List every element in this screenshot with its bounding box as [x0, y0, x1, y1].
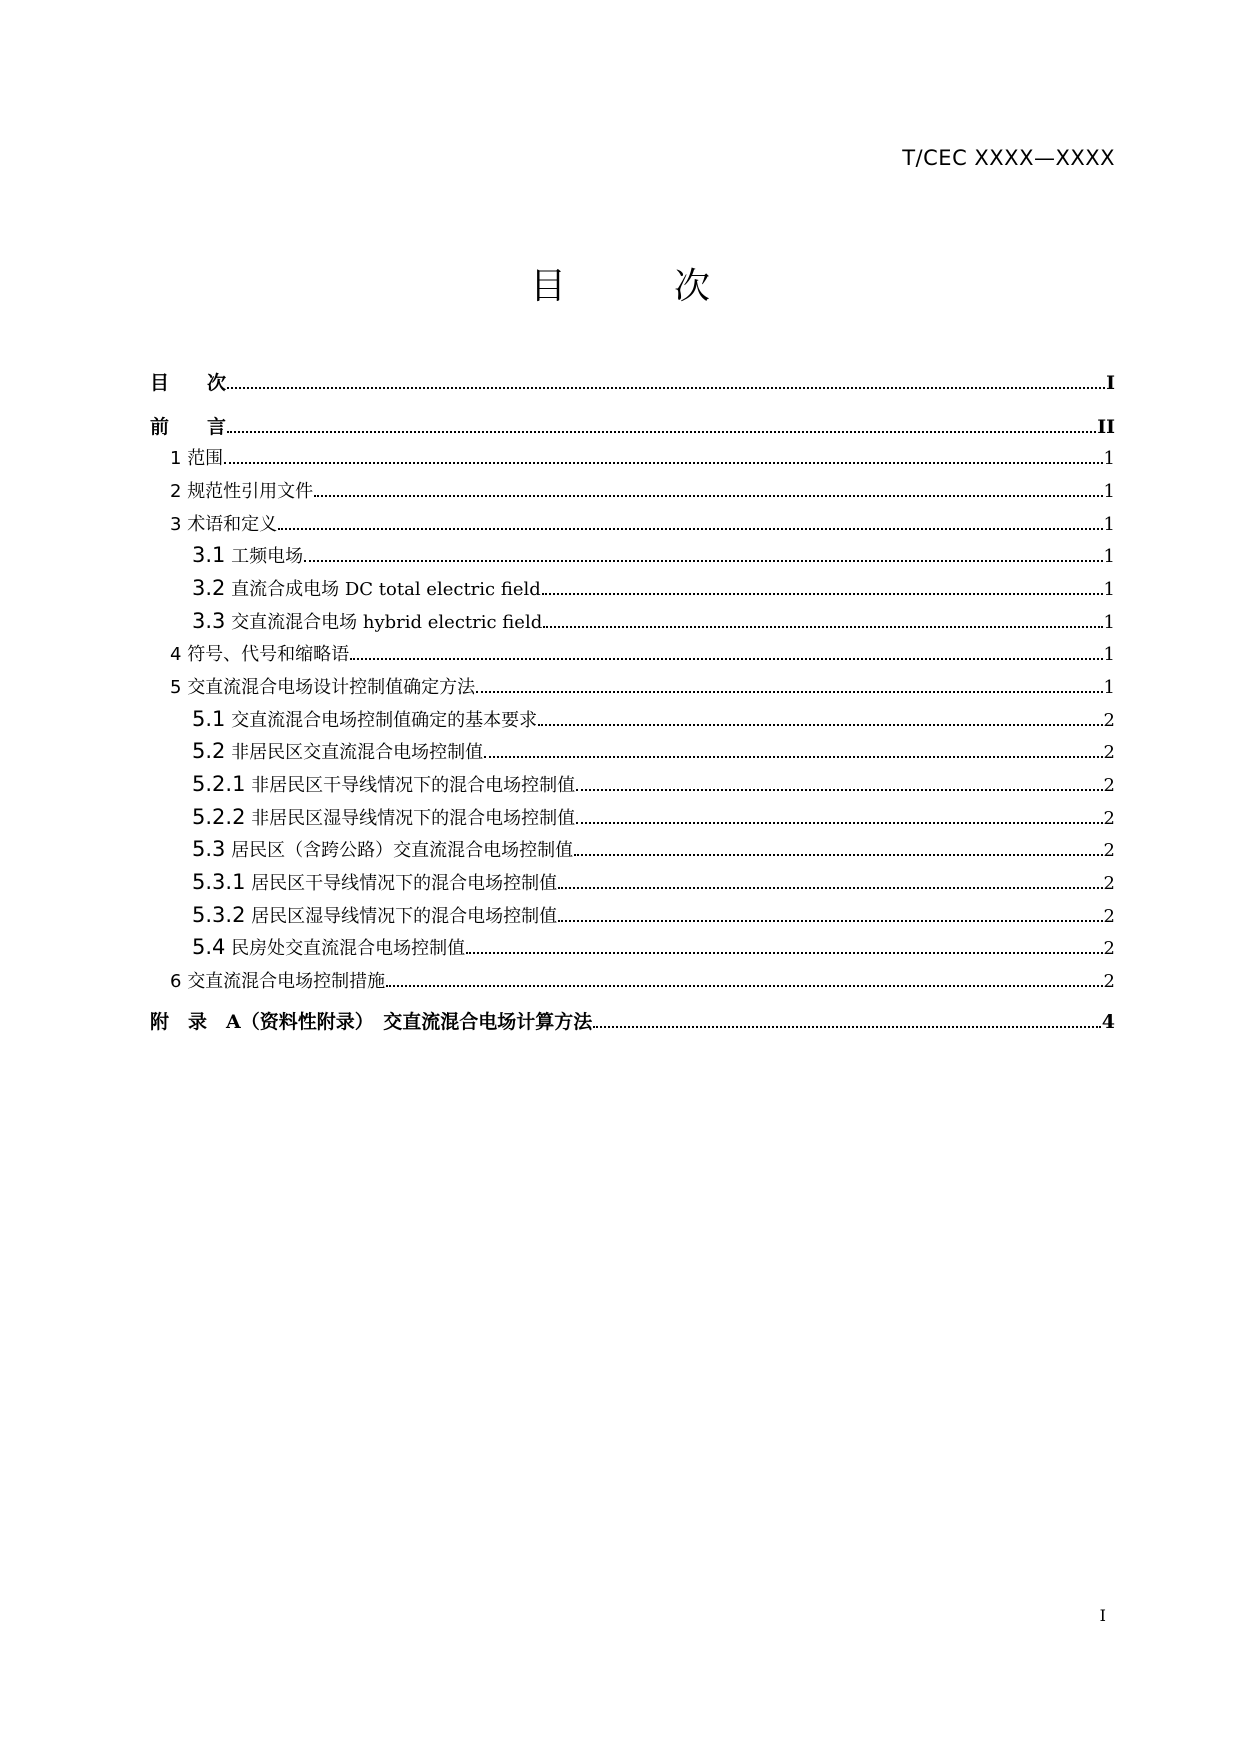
toc-entry-text: 工频电场 [231, 546, 304, 567]
toc-entry-foreword[interactable] [150, 412, 1115, 439]
toc-entry-page: 1 [1103, 579, 1115, 600]
toc-entry-5-3[interactable] [192, 836, 1115, 862]
toc-entry-page: 2 [1103, 742, 1115, 763]
toc-entry-text: 规范性引用文件 [187, 481, 314, 502]
toc-entry-number: 6 [170, 971, 182, 992]
toc-entry-5[interactable] [170, 673, 1115, 699]
toc-entry-text: 交直流混合电场控制值确定的基本要求 [231, 710, 538, 731]
page-number: I [1099, 1606, 1106, 1625]
toc-entry-text: 范围 [187, 448, 224, 469]
toc-entry-number: 5.2.1 [192, 772, 246, 796]
toc-leader [304, 556, 1102, 562]
toc-leader [484, 752, 1102, 758]
toc-leader [576, 785, 1102, 791]
toc-entry-5-2-2[interactable] [192, 804, 1115, 830]
toc-leader [227, 427, 1096, 433]
toc-entry-text: 直流合成电场 DC total electric field [231, 579, 541, 600]
toc-entry-5-1[interactable] [192, 706, 1115, 732]
toc-entry-number: 5.3.2 [192, 903, 246, 927]
toc-entry-page: 2 [1103, 808, 1115, 829]
toc-entry-text: 非居民区干导线情况下的混合电场控制值 [251, 775, 576, 796]
toc-entry-page: 2 [1103, 710, 1115, 731]
toc-leader [543, 622, 1102, 628]
toc-entry-number: 3.1 [192, 543, 226, 567]
toc-entry-3-2[interactable] [192, 575, 1115, 601]
toc-entry-label [170, 444, 223, 470]
toc-leader [558, 916, 1102, 922]
toc-leader [227, 383, 1105, 389]
toc-entry-label [170, 967, 385, 993]
toc-entry-text: 居民区湿导线情况下的混合电场控制值 [251, 906, 558, 927]
toc-entry-label [192, 836, 573, 862]
toc-entry-3-1[interactable] [192, 542, 1115, 568]
toc-entry-number: 3.2 [192, 576, 226, 600]
toc-entry-page: 2 [1103, 938, 1115, 959]
toc-entry-page: 2 [1103, 775, 1115, 796]
toc-entry-label [192, 542, 303, 568]
toc-entry-1[interactable] [170, 444, 1115, 470]
toc-leader [576, 818, 1102, 824]
toc-entry-page: 1 [1103, 546, 1115, 567]
toc-entry-label [192, 608, 542, 634]
toc-entry-label: 目 次 [150, 372, 227, 394]
toc-entry-page: 1 [1103, 481, 1115, 502]
toc-title: 目 次 [529, 266, 746, 307]
toc-entry-number: 2 [170, 481, 182, 502]
toc-entry-label [192, 738, 483, 764]
toc-entry-3[interactable] [170, 510, 1115, 536]
toc-entry-label [192, 706, 537, 732]
toc-leader [278, 524, 1102, 530]
toc-entry-text: 交直流混合电场控制措施 [187, 971, 386, 992]
toc-entry-page: 2 [1103, 906, 1115, 927]
toc-entry-label [170, 673, 475, 699]
toc-entry-page: 1 [1103, 448, 1115, 469]
toc-entry-text: 符号、代号和缩略语 [187, 644, 350, 665]
toc-entry-page: 2 [1103, 873, 1115, 894]
toc-leader [558, 883, 1102, 889]
toc-entry-text: 民房处交直流混合电场控制值 [231, 938, 466, 959]
toc-leader [386, 981, 1102, 987]
toc-leader [593, 1022, 1101, 1028]
toc-entry-text: 居民区干导线情况下的混合电场控制值 [251, 873, 558, 894]
toc-entry-label [192, 804, 575, 830]
toc-entry-page: II [1097, 416, 1115, 438]
toc-entry-text: 术语和定义 [187, 514, 278, 535]
toc-entry-page: I [1106, 372, 1115, 394]
toc-entry-text: 交直流混合电场设计控制值确定方法 [187, 677, 476, 698]
toc-entry-contents[interactable] [150, 368, 1115, 395]
toc-entry-page: 1 [1103, 677, 1115, 698]
toc-entry-number: 5.2.2 [192, 805, 246, 829]
toc-entry-page: 1 [1103, 644, 1115, 665]
toc-entry-label: 附 录 A（资料性附录） 交直流混合电场计算方法 [150, 1011, 593, 1033]
toc-leader [314, 491, 1102, 497]
toc-entry-page: 2 [1103, 840, 1115, 861]
toc-entry-2[interactable] [170, 477, 1115, 503]
toc-entry-4[interactable] [170, 640, 1115, 666]
toc-leader [574, 850, 1102, 856]
toc-entry-5-3-1[interactable] [192, 869, 1115, 895]
toc-entry-number: 1 [170, 448, 182, 469]
toc-entry-text: 非居民区交直流混合电场控制值 [231, 742, 484, 763]
toc-entry-number: 3.3 [192, 609, 226, 633]
toc-leader [224, 458, 1102, 464]
toc-entry-label [170, 510, 277, 536]
toc-entry-number: 4 [170, 644, 182, 665]
toc-entry-appendix-a[interactable] [150, 1007, 1115, 1034]
toc-entry-label [192, 869, 557, 895]
toc-entry-label [192, 902, 557, 928]
toc-entry-label [192, 575, 541, 601]
toc-entry-number: 5.3 [192, 837, 226, 861]
toc-entry-5-3-2[interactable] [192, 902, 1115, 928]
toc-entry-6[interactable] [170, 967, 1115, 993]
toc-entry-label [192, 771, 575, 797]
toc-leader [476, 687, 1102, 693]
toc-entry-label [170, 477, 313, 503]
toc-entry-5-4[interactable] [192, 934, 1115, 960]
toc-entry-number: 5.4 [192, 935, 226, 959]
toc-leader [466, 948, 1102, 954]
toc-entry-number: 3 [170, 514, 182, 535]
toc-leader [538, 720, 1102, 726]
toc-entry-text: 居民区（含跨公路）交直流混合电场控制值 [231, 840, 574, 861]
toc-entry-5-2[interactable] [192, 738, 1115, 764]
toc-entry-page: 1 [1103, 514, 1115, 535]
toc-entry-text: 非居民区湿导线情况下的混合电场控制值 [251, 808, 576, 829]
document-code: T/CEC XXXX—XXXX [902, 146, 1115, 170]
toc-entry-number: 5 [170, 677, 182, 698]
toc-entry-label [192, 934, 465, 960]
toc-entry-page: 2 [1103, 971, 1115, 992]
toc-leader [350, 654, 1102, 660]
toc-leader [542, 589, 1103, 595]
toc-entry-number: 5.2 [192, 739, 226, 763]
toc-entry-number: 5.1 [192, 707, 226, 731]
toc-entry-page: 4 [1101, 1011, 1115, 1033]
toc-entry-5-2-1[interactable] [192, 771, 1115, 797]
toc-entry-page: 1 [1103, 612, 1115, 633]
toc-entry-number: 5.3.1 [192, 870, 246, 894]
toc-entry-label [170, 640, 349, 666]
toc-entry-text: 交直流混合电场 hybrid electric field [231, 612, 543, 633]
toc-entry-3-3[interactable] [192, 608, 1115, 634]
toc-entry-label: 前 言 [150, 416, 227, 438]
